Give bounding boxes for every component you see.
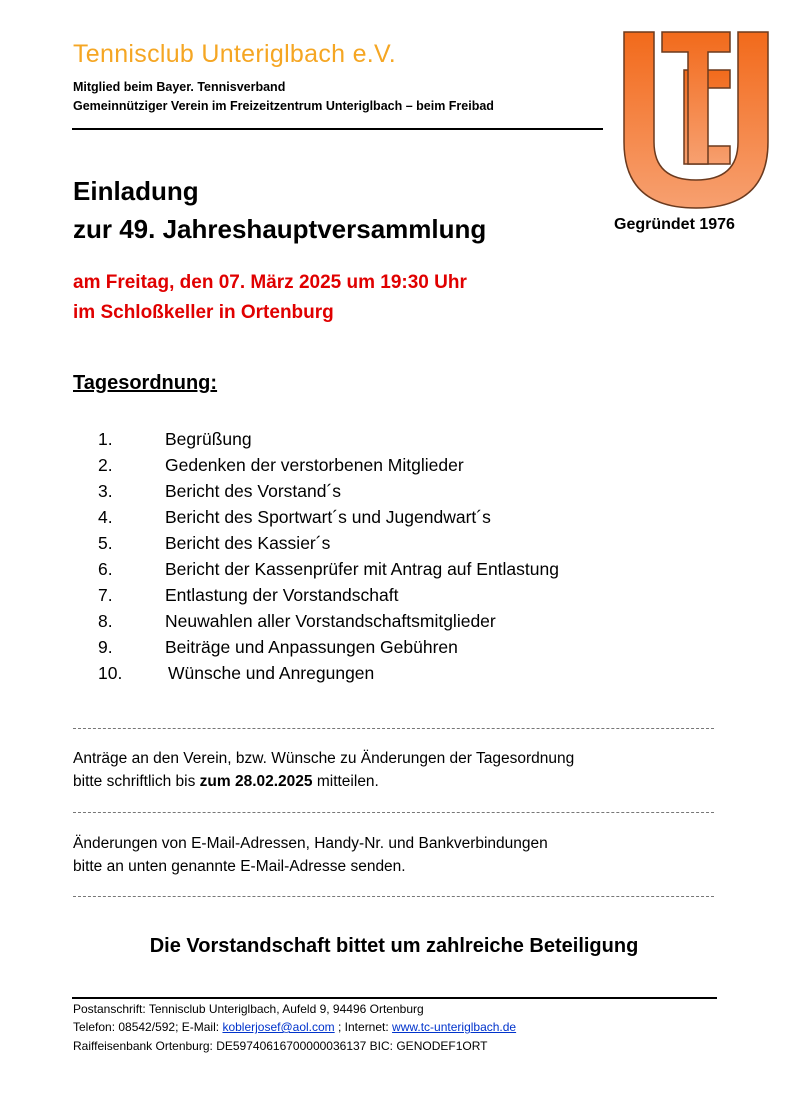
email-link[interactable]: koblerjosef@aol.com (222, 1020, 335, 1034)
postal-address: Postanschrift: Tennisclub Unteriglbach, Aufeld 9, 94496 Ortenburg (73, 1002, 424, 1016)
agenda-item-number: 4. (98, 507, 113, 527)
note-line: bitte an unten genannte E-Mail-Adresse senden. (73, 858, 406, 875)
agenda-item-text: Beiträge und Anpassungen Gebühren (165, 637, 458, 657)
note-line (73, 770, 574, 793)
founded-year: Gegründet 1976 (614, 216, 735, 233)
dashed-divider (73, 812, 714, 813)
agenda-item-number: 5. (98, 533, 113, 553)
agenda-heading-text: Tagesordnung (73, 372, 211, 394)
dashed-divider (73, 728, 714, 729)
nonprofit-line: Gemeinnütziger Verein im Freizeitzentrum Unteriglbach – beim Freibad (73, 99, 494, 113)
header-divider (72, 128, 603, 130)
agenda-item-number: 7. (98, 585, 113, 605)
footer-divider (72, 997, 717, 999)
agenda-item-text: Bericht des Kassier´s (165, 533, 331, 553)
agenda-item-number: 1. (98, 429, 113, 449)
website-link[interactable]: www.tc-unteriglbach.de (392, 1020, 517, 1034)
deadline-date: zum 28.02.2025 (199, 773, 313, 790)
note-text: mitteilen. (312, 773, 379, 790)
note-line: Anträge an den Verein, bzw. Wünsche zu Änderungen der Tagesordnung (73, 750, 575, 767)
agenda-item-text: Entlastung der Vorstandschaft (165, 585, 399, 605)
closing-statement: Die Vorstandschaft bittet um zahlreiche Beteiligung (149, 935, 639, 957)
membership-line: Mitglied beim Bayer. Tennisverband (73, 80, 286, 94)
invitation-title: Einladung (73, 176, 199, 206)
dashed-divider (73, 896, 714, 897)
meeting-date: am Freitag, den 07. März 2025 um 19:30 Uhr (73, 272, 467, 293)
meeting-place: im Schloßkeller in Ortenburg (73, 302, 334, 323)
bank-details: Raiffeisenbank Ortenburg: DE59740616700000036137 BIC: GENODEF1ORT (73, 1039, 488, 1053)
contact-line (73, 1020, 516, 1034)
agenda-item-text: Bericht des Vorstand´s (165, 481, 342, 501)
agenda-item-text: Bericht der Kassenprüfer mit Antrag auf Entlastung (165, 559, 559, 579)
motion-deadline-note (73, 747, 574, 793)
agenda-item-number: 2. (98, 455, 113, 475)
tcu-logo (622, 30, 770, 210)
agenda-item-number: 8. (98, 611, 113, 631)
agenda-heading (73, 372, 217, 395)
invitation-subtitle: zur 49. Jahreshauptversammlung (73, 214, 487, 244)
agenda-heading-colon: : (210, 372, 218, 394)
agenda-item-number: 9. (98, 637, 113, 657)
agenda-item-number: 3. (98, 481, 113, 501)
note-line: Änderungen von E-Mail-Adressen, Handy-Nr. und Bankverbindungen (73, 835, 548, 852)
note-text: bitte schriftlich bis (73, 773, 200, 790)
agenda-item-number: 6. (98, 559, 113, 579)
contact-change-note (73, 832, 548, 878)
club-name: Tennisclub Unteriglbach e.V. (73, 40, 396, 68)
agenda-item-text: Gedenken der verstorbenen Mitglieder (165, 455, 464, 475)
agenda-item-text: Bericht des Sportwart´s und Jugendwart´s (165, 507, 491, 527)
agenda-item-number: 10. (98, 663, 123, 683)
agenda-item-text: Begrüßung (165, 429, 252, 449)
phone-text: Telefon: 08542/592; E-Mail: (73, 1020, 223, 1034)
agenda-item-text: Wünsche und Anregungen (168, 663, 375, 683)
internet-label: ; Internet: (334, 1020, 393, 1034)
agenda-item-text: Neuwahlen aller Vorstandschaftsmitglieder (165, 611, 496, 631)
